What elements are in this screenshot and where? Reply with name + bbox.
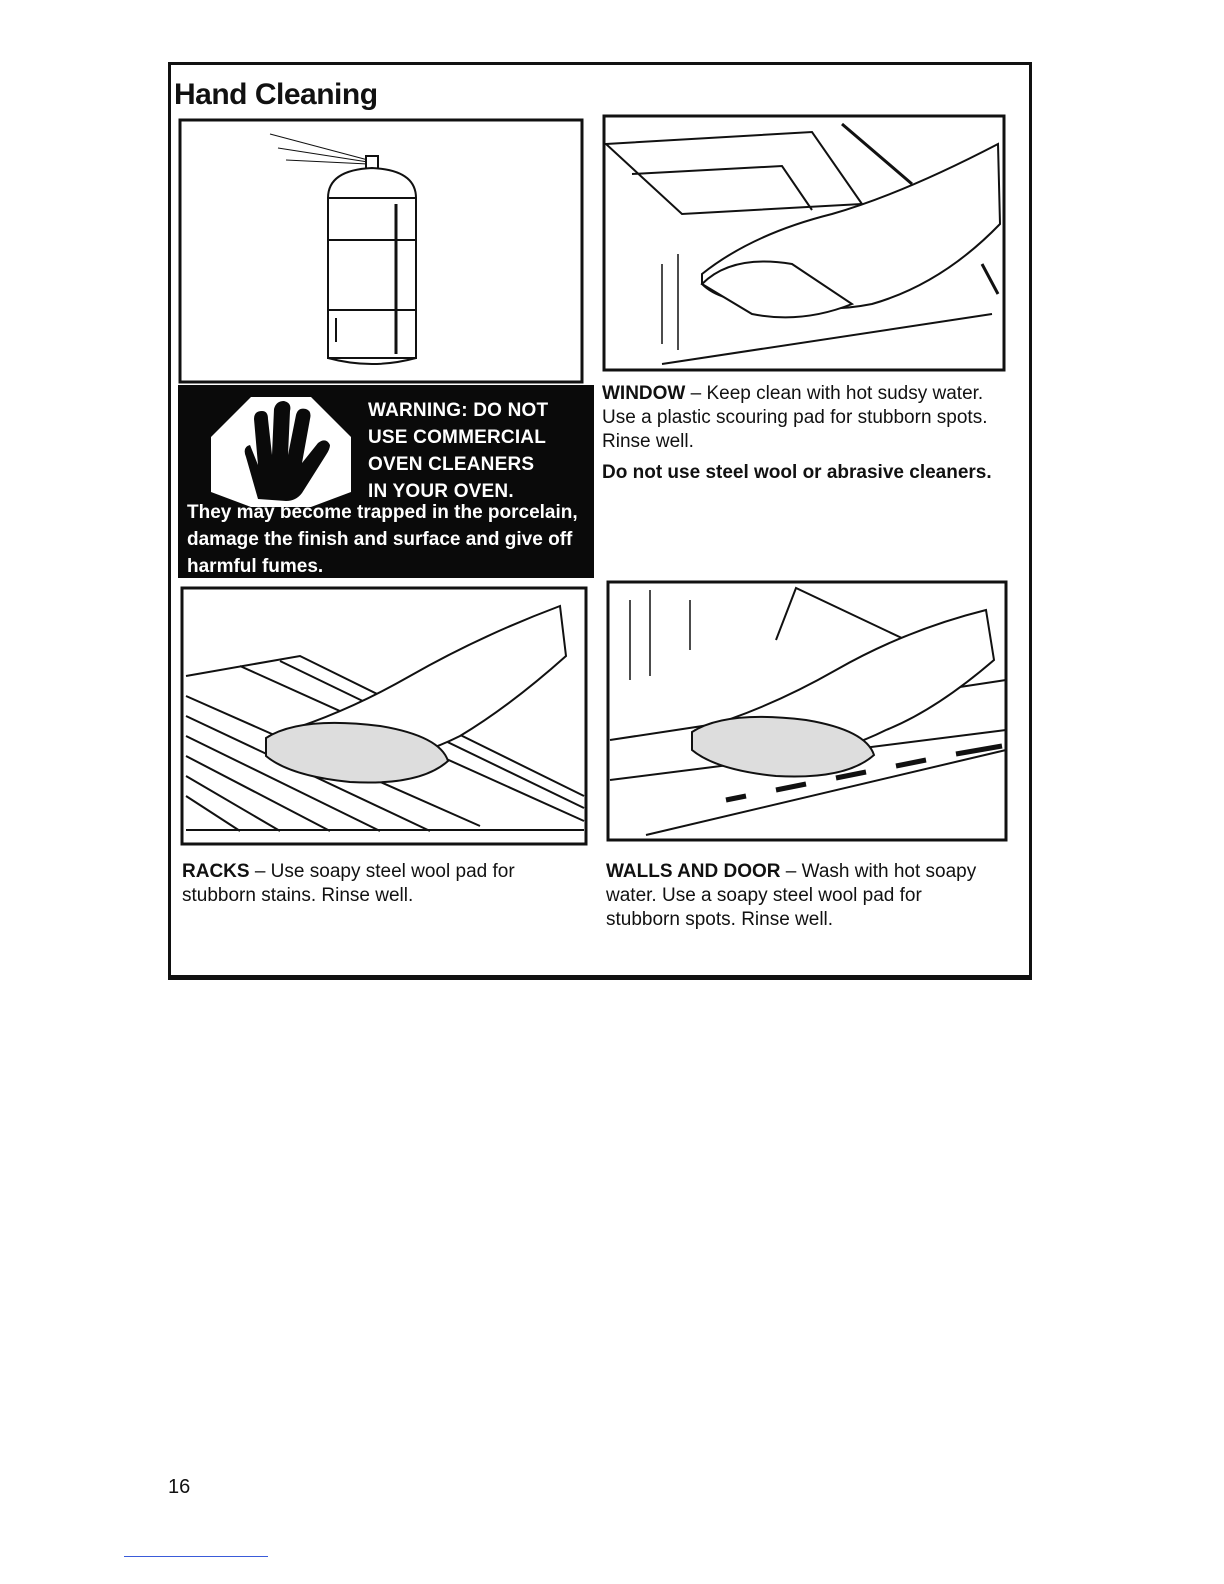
walls-label: WALLS AND DOOR <box>606 861 781 882</box>
window-text: – Keep clean with hot sudsy water. Use a plastic scouring pad for stubborn spots. Rinse well. <box>602 383 988 452</box>
window-cleaning-illustration <box>602 114 1006 372</box>
racks-cleaning-illustration <box>180 586 588 846</box>
window-note: Do not use steel wool or abrasive cleaners. <box>602 462 992 483</box>
warning-heading <box>368 397 548 505</box>
window-label: WINDOW <box>602 383 686 404</box>
walls-text: – Wash with hot soapy water. Use a soapy steel wool pad for stubborn spots. Rinse well. <box>606 861 977 930</box>
page-number: 16 <box>168 1476 191 1498</box>
window-description <box>602 382 992 454</box>
racks-description <box>182 860 582 908</box>
warning-heading-line: WARNING: DO NOT <box>368 400 549 421</box>
warning-box <box>178 385 594 578</box>
spray-can-illustration <box>178 118 584 384</box>
walls-cleaning-illustration <box>606 580 1008 842</box>
warning-heading-line: USE COMMERCIAL <box>368 427 547 448</box>
racks-text: – Use soapy steel wool pad for stubborn stains. Rinse well. <box>182 861 515 906</box>
walls-description <box>606 860 996 932</box>
warning-body: They may become trapped in the porcelain, damage the finish and surface and give off harmful fumes. <box>187 502 578 577</box>
section-title: Hand Cleaning <box>174 78 378 111</box>
stop-hand-icon <box>206 397 356 512</box>
warning-heading-line: IN YOUR OVEN. <box>368 481 514 502</box>
racks-label: RACKS <box>182 861 250 882</box>
warning-heading-line: OVEN CLEANERS <box>368 454 535 475</box>
footer-rule <box>124 1556 268 1557</box>
